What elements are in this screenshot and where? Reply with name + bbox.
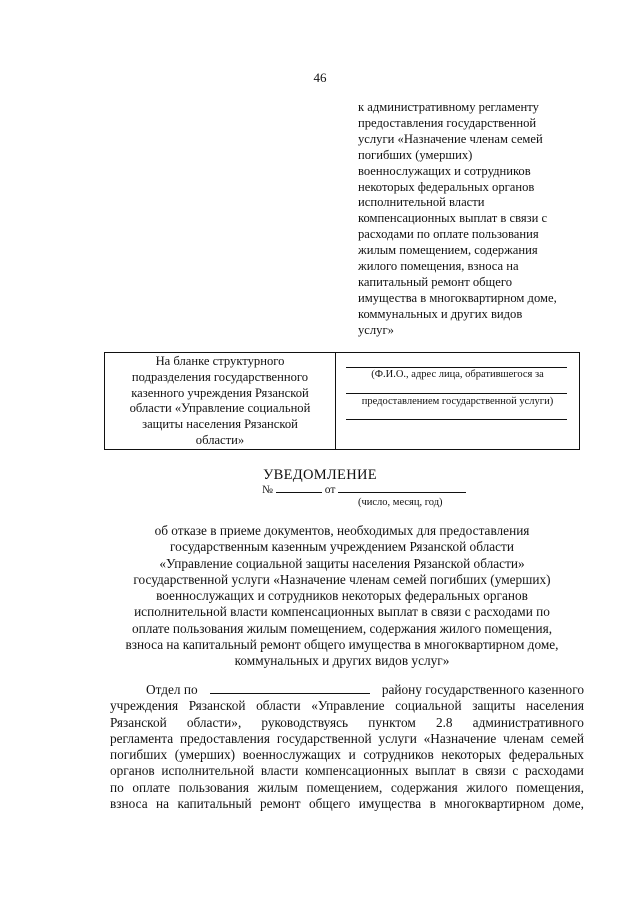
recipient-cell [336,353,580,450]
appendix-line: жилым помещением, содержания [358,243,538,258]
body-word: связи [475,763,506,779]
appendix-line: услуги «Назначение членам семей [358,131,543,146]
body-word: общего [309,796,351,812]
body-word: расходами [525,763,584,779]
body-word: «Назначение [423,730,497,746]
body-word: оплате [132,779,170,795]
body-paragraph [110,682,584,812]
appendix-line: некоторых федеральных органов [358,179,535,194]
body-word: (умерших) [174,747,236,763]
body-word: населения [526,698,584,714]
body-word: регламента [110,730,174,746]
body-word: в [429,796,436,812]
number-prefix: № [262,484,273,496]
letterhead-line: На бланке структурного [155,354,285,368]
appendix-line: исполнительной власти [358,195,485,210]
body-word: на [156,796,170,812]
recipient-blank-line [346,419,567,420]
notice-subject [100,523,584,670]
notice-number-line [262,482,466,496]
appendix-line: имущества в многоквартирном доме, [358,290,557,305]
body-word: капитальный [177,796,252,812]
recipient-caption: (Ф.И.О., адрес лица, обратившегося за [371,369,544,380]
subject-line: коммунальных и других видов услуг» [234,653,450,669]
body-word: ремонт [260,796,301,812]
body-text-start: Отдел по [146,682,198,697]
body-word: имущества [358,796,422,812]
body-word: области [256,698,301,714]
date-prefix: от [324,484,336,496]
body-word: с [512,763,519,779]
body-word: помещением, [306,779,383,795]
body-word: помещения, [516,779,584,795]
subject-line: оплате пользования жилым помещением, содержания жилого помещения, [131,620,553,636]
body-line [110,747,584,763]
body-word: «Управление [311,698,385,714]
date-caption: (число, месяц, год) [358,497,443,508]
body-line [110,731,584,747]
body-word: семей [550,730,584,746]
body-word: пользования [178,779,250,795]
body-word: руководствуясь [261,714,349,730]
body-word: области», [186,714,242,730]
body-word: компенсационных [305,763,409,779]
notice-title: УВЕДОМЛЕНИЕ [263,467,377,483]
letterhead-line: подразделения государственного [131,369,309,384]
subject-line: об отказе в приеме документов, необходимых для предоставления [154,523,530,538]
body-word: учреждения [110,698,179,714]
letterhead-line: защиты населения Рязанской [142,417,298,432]
body-word: пунктом [368,714,416,730]
body-word: содержания [390,779,458,795]
letterhead-line: области» [195,432,245,447]
recipient-caption: предоставлением государственной услуги) [361,396,554,407]
body-word: сотрудников [363,747,434,763]
body-word: федеральных [508,747,584,763]
body-line [110,763,584,779]
body-word: доме, [553,796,584,812]
body-word: жилого [466,779,508,795]
body-line [110,780,584,796]
appendix-line: услуг» [358,322,394,337]
body-word: в [462,763,469,779]
body-word: предоставления [180,730,271,746]
subject-line: взноса на капитальный ремонт общего имущества в многоквартирном доме, [125,637,559,653]
appendix-line: предоставления государственной [358,115,537,130]
date-blank [338,482,466,493]
body-word: некоторых [441,747,502,763]
letterhead-line: области «Управление социальной [129,401,311,416]
body-word: услуги [378,730,417,746]
appendix-reference [358,100,588,339]
appendix-line: к административному регламенту [358,100,539,114]
letterhead-text [105,353,335,449]
appendix-line: коммунальных и других видов [358,306,523,321]
body-word: органов [110,763,155,779]
body-word: по [110,779,124,795]
letterhead-line: казенного учреждения Рязанской [131,385,309,400]
body-text-end: району государственного казенного [381,682,584,697]
page-number: 46 [313,70,327,85]
body-word: военнослужащих [242,747,341,763]
subject-line: «Управление социальной защиты населения Рязанской области» [159,555,525,571]
body-word: жилым [257,779,298,795]
subject-line: государственным казенным учреждением Рязанской области [169,539,514,555]
body-word: защиты [472,698,516,714]
body-line [110,715,584,731]
body-word: власти [260,763,299,779]
header-table [104,352,580,450]
body-word: исполнительной [161,763,255,779]
recipient-blank-line [346,367,567,368]
appendix-line: компенсационных выплат в связи с [358,211,548,226]
appendix-line: жилого помещения, взноса на [358,259,519,274]
subject-line: государственной услуги «Назначение членам семей погибших (умерших) [133,571,551,587]
number-blank [276,482,322,493]
body-word: 2.8 [435,714,453,730]
appendix-line: капитальный ремонт общего [358,274,512,289]
appendix-line: расходами по оплате пользования [358,227,539,242]
body-line [110,796,584,812]
body-lines [110,698,584,812]
body-word: членам [503,730,544,746]
subject-line: исполнительной власти компенсационных выплат в связи с расходами по [134,604,550,620]
body-word: выплат [415,763,456,779]
body-word: Рязанской [188,698,246,714]
body-word: социальной [395,698,462,714]
body-word: Рязанской [110,714,167,730]
body-word: и [348,747,356,763]
body-word: административного [472,714,584,730]
recipient-blank-line [346,393,567,394]
body-word: погибших [110,747,168,763]
body-word: взноса [110,796,148,812]
district-blank [210,682,370,694]
body-word: многоквартирном [444,796,545,812]
body-line [110,698,584,714]
body-first-line [110,682,584,698]
body-word: государственной [276,730,372,746]
letterhead-cell [105,353,336,450]
appendix-line: военнослужащих и сотрудников [358,163,531,178]
subject-line: военнослужащих и сотрудников некоторых федеральных органов [156,588,528,604]
appendix-line: погибших (умерших) [358,147,473,162]
